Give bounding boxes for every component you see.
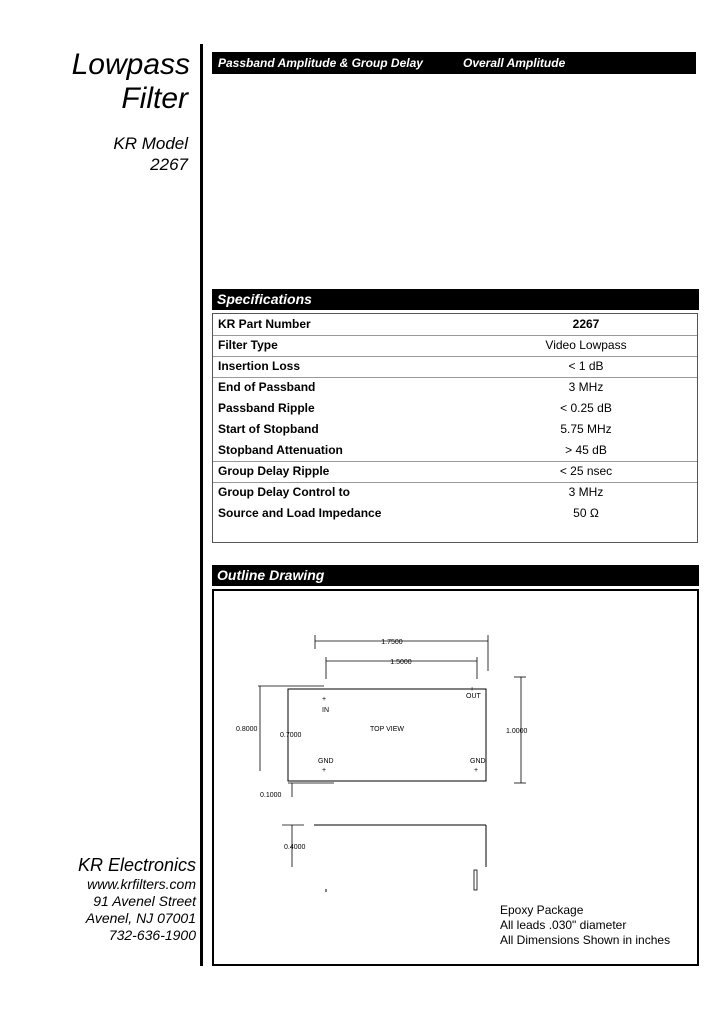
- spec-label: Passband Ripple: [218, 401, 315, 415]
- spec-row: [213, 356, 697, 378]
- model-label: KR Model: [113, 134, 188, 153]
- dim-lead-span: 1.5000: [390, 659, 412, 666]
- spec-row: [213, 377, 697, 398]
- graph-header: [212, 52, 696, 74]
- specifications-title: Specifications: [217, 291, 312, 307]
- note-leads: All leads .030" diameter: [500, 918, 627, 932]
- spec-value: 2267: [572, 317, 600, 331]
- company-phone: 732-636-1900: [108, 927, 196, 943]
- model-number: 2267: [150, 155, 188, 174]
- title-line-2: Filter: [121, 82, 188, 115]
- spec-row: [213, 482, 697, 503]
- outline-header: [212, 565, 699, 586]
- dim-lead-vspan: 0.7000: [280, 732, 302, 739]
- spec-label: Insertion Loss: [218, 359, 301, 373]
- lead-pin: [474, 870, 477, 890]
- spec-value: 50 Ω: [573, 506, 599, 520]
- specifications-table: [212, 313, 698, 543]
- outline-drawing: [212, 589, 699, 966]
- spec-row: [213, 398, 697, 419]
- spec-label: KR Part Number: [218, 317, 311, 331]
- specifications-header: [212, 289, 699, 310]
- spec-row: [213, 461, 697, 483]
- dim-edge-offset: 0.1000: [260, 792, 282, 799]
- spec-label: Group Delay Control to: [218, 485, 350, 499]
- pin-marker: +: [474, 767, 479, 774]
- graph-header-left: Passband Amplitude & Group Delay: [218, 56, 423, 70]
- spec-value: 3 MHz: [568, 485, 604, 499]
- label-out: OUT: [466, 693, 481, 700]
- spec-value: 5.75 MHz: [560, 422, 612, 436]
- company-street: 91 Avenel Street: [93, 893, 196, 909]
- pin-marker: +: [322, 696, 327, 703]
- spec-row: [213, 440, 697, 462]
- spec-value: > 45 dB: [565, 443, 607, 457]
- label-in: IN: [322, 707, 329, 714]
- graph-header-right: Overall Amplitude: [463, 56, 566, 70]
- spec-label: Group Delay Ripple: [218, 464, 330, 478]
- dim-overall-width: 1.7500: [381, 639, 403, 646]
- title-line-1: Lowpass: [71, 48, 190, 81]
- company-website[interactable]: www.krfilters.com: [87, 876, 196, 892]
- spec-row: [213, 419, 697, 440]
- dim-height: 0.8000: [236, 726, 258, 733]
- pin-marker: +: [470, 686, 475, 693]
- note-package: Epoxy Package: [500, 903, 584, 917]
- spec-value: < 25 nsec: [559, 464, 613, 478]
- spec-label: Start of Stopband: [218, 422, 319, 436]
- spec-value: Video Lowpass: [545, 338, 627, 352]
- label-view: TOP VIEW: [370, 726, 404, 733]
- spec-label: Filter Type: [218, 338, 278, 352]
- company-city: Avenel, NJ 07001: [85, 910, 196, 926]
- dim-right-height: 1.0000: [506, 728, 528, 735]
- outline-title: Outline Drawing: [217, 567, 325, 583]
- vertical-divider: [200, 44, 203, 966]
- spec-value: < 0.25 dB: [560, 401, 612, 415]
- spec-value: < 1 dB: [568, 359, 604, 373]
- spec-row: [213, 503, 697, 524]
- pin-marker: +: [322, 767, 327, 774]
- spec-label: End of Passband: [218, 380, 316, 394]
- outline-drawing-svg: [214, 591, 697, 964]
- label-gnd-left: GND: [318, 758, 334, 765]
- spec-row: [213, 314, 697, 336]
- package-outline: [288, 689, 486, 781]
- note-dimensions: All Dimensions Shown in inches: [500, 933, 671, 947]
- company-name: KR Electronics: [77, 855, 196, 875]
- spec-label: Stopband Attenuation: [218, 443, 343, 457]
- spec-value: 3 MHz: [568, 380, 604, 394]
- label-gnd-right: GND: [470, 758, 486, 765]
- spec-label: Source and Load Impedance: [218, 506, 382, 520]
- dim-lead-length: 0.4000: [284, 844, 306, 851]
- spec-row: [213, 335, 697, 357]
